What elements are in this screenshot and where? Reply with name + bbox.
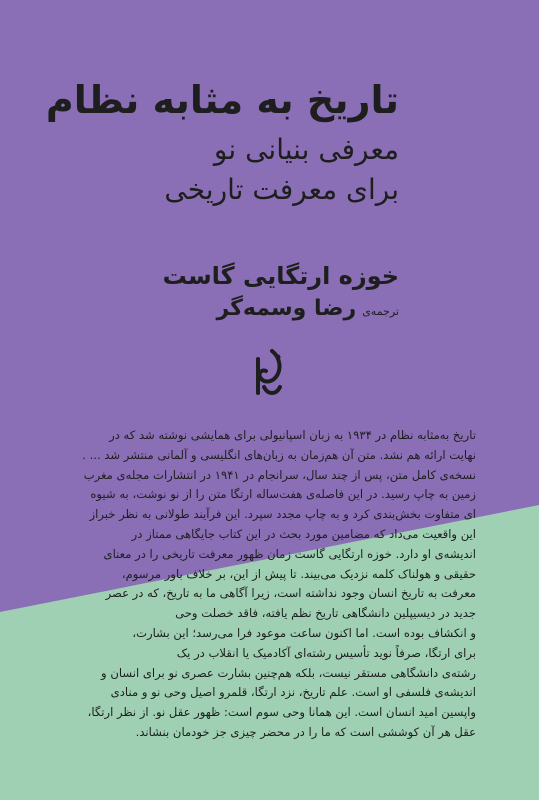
translator-name: رضا وسمه‌گر (216, 296, 357, 321)
blurb-line: نهایت ارائه هم نشد. متن آن هم‌زمان به زبان‌های انگلیسی و آلمانی منتشر شد ... . (82, 447, 476, 462)
blurb-line: برای ارتگا، صرفاً نوید تأسیس رشته‌ای آکادمیک یا انقلاب در یک (176, 645, 476, 660)
book-title: تاریخ به مثابه نظام (45, 78, 399, 122)
blurb-line: نسخه‌ی کامل متن، پس از چند سال، سرانجام در ۱۹۴۱ در انتشارات مجله‌ی مغرب (83, 467, 476, 482)
book-subtitle-line-2: برای معرفت تاریخی (164, 173, 399, 206)
back-cover-blurb (64, 426, 476, 743)
author-name: خوزه ارتگایی گاست (162, 262, 399, 290)
blurb-line: اندیشه‌ی او دارد. خوزه ارتگایی گاست زمان ظهور معرفت تاریخی را در معنای (103, 546, 476, 561)
translator-label: ترجمه‌ی (362, 305, 399, 318)
blurb-line: عقل هر آن کوششی است که ما را در محضر چیزی جز خودمان بنشاند. (135, 724, 476, 739)
book-subtitle-line-1: معرفی بنیانی نو (213, 133, 399, 166)
blurb-line: حقیقی و هولناک کلمه نزدیک می‌بیند. تا پیش از این، بر خلاف باور مرسوم، (121, 566, 476, 581)
blurb-line: ای متفاوت بخش‌بندی کرد و به چاپ مجدد سپرد. این فرآیند طولانی به نظر خبراز (89, 507, 476, 522)
blurb-line: رشته‌ی دانشگاهی مستقر نیست، بلکه هم‌چنین بشارت عصری نو برای انسان و (101, 665, 476, 680)
blurb-line: معرفت به تاریخ انسان وجود نداشته است، زیرا آگاهی ما به تاریخ، که در عصر (105, 586, 476, 601)
translator-credit (216, 296, 399, 321)
blurb-line: اندیشه‌ی فلسفی او است. علم تاریخ، نزد ارتگا، قلمرو اصیل وحی نو و منادی (110, 685, 476, 700)
blurb-line: تاریخ به‌مثابه نظام در ۱۹۳۴ به زبان اسپانیولی برای همایشی نوشته شد که در (109, 428, 476, 442)
blurb-line: جدید در دیسیپلین دانشگاهی تاریخ نظم یافته، فاقد خصلت وحی (175, 606, 476, 621)
blurb-line: و انکشاف بوده است. اما اکنون ساعت موعود فرا می‌رسد؛ این بشارت، (132, 625, 476, 640)
publisher-logo-icon (250, 347, 286, 399)
blurb-line: واپسین امید انسان است. این همانا وحی سوم است: ظهور عقل نو. از نظر ارتگا، (87, 705, 476, 720)
blurb-line: این واقعیت می‌داد که مضامین مورد بحث در این کتاب جایگاهی ممتاز در (131, 526, 476, 541)
blurb-line: زمین به چاپ رسید. در این فاصله‌ی هفت‌ساله ارتگا متن را از نو نوشت، به شیوه (90, 487, 476, 502)
